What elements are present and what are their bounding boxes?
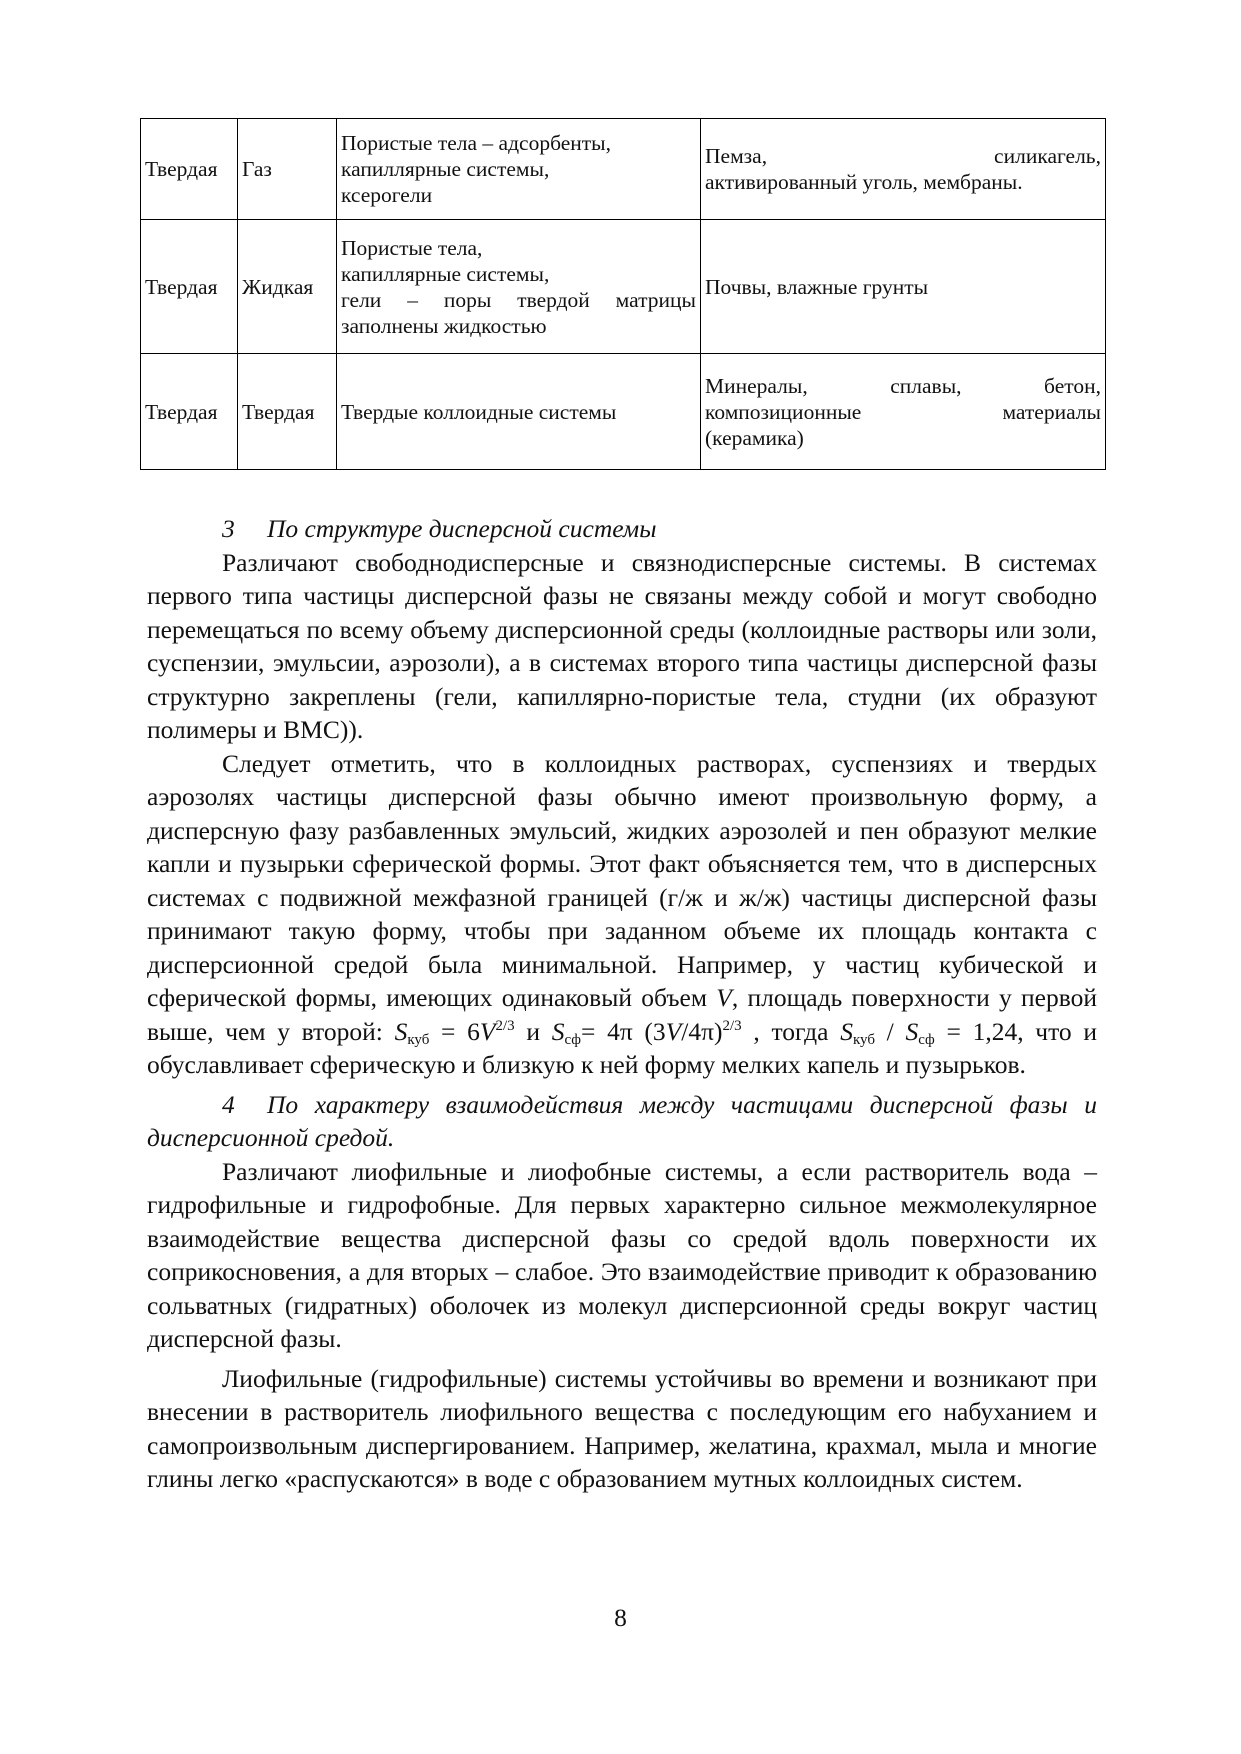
systems-cell: Пористые тела – адсорбенты, капиллярные системы, ксерогели: [337, 119, 701, 220]
page-number: 8: [614, 1603, 627, 1632]
main-text: [147, 512, 1097, 1496]
table-row: [141, 354, 1106, 470]
disperse-systems-table: [140, 118, 1106, 470]
table-row: [141, 220, 1106, 354]
medium-cell: Газ: [238, 119, 337, 220]
phase-cell: Твердая: [141, 354, 238, 470]
medium-cell: Твердая: [238, 354, 337, 470]
phase-cell: Твердая: [141, 220, 238, 354]
systems-cell: Твердые коллоидные системы: [337, 354, 701, 470]
phase-cell: Твердая: [141, 119, 238, 220]
paragraph: Различают свободнодисперсные и связнодисперсные системы. В системах первого типа частицы дисперсной фазы не связаны между собой и могут свободно перемещаться по всему объему дисперсионной среды (коллоидные растворы или золи, суспензии, эмульсии, аэрозоли), а в системах второго типа частицы дисперсной фазы структурно закреплены (гели, капиллярно-пористые тела, студни (их образуют полимеры и ВМС)).: [147, 547, 1097, 744]
medium-cell: Жидкая: [238, 220, 337, 354]
paragraph: Различают лиофильные и лиофобные системы, а если растворитель вода – гидрофильные и гидрофобные. Для первых характерно сильное межмолекулярное взаимодействие вещества дисперсной фазы со средой вдоль поверхности их соприкосновения, а для вторых – слабое. Это взаимодействие приводит к образованию сольватных (гидратных) оболочек из молекул дисперсионной среды вокруг частиц дисперсной фазы.: [147, 1156, 1097, 1353]
examples-cell: Минералы, сплавы, бетон, композиционные материалы (керамика): [701, 354, 1106, 470]
table-row: [141, 119, 1106, 220]
examples-cell: Пемза, силикагель, активированный уголь, мембраны.: [701, 119, 1106, 220]
section-4-heading: 4 По характеру взаимодействия между частицами дисперсной фазы и дисперсионной средой.: [147, 1089, 1097, 1152]
systems-cell: Пористые тела, капиллярные системы, гели – поры твердой матрицы заполнены жидкостью: [337, 220, 701, 354]
paragraph: Лиофильные (гидрофильные) системы устойчивы во времени и возникают при внесении в растворитель лиофильного вещества с последующим его набуханием и самопроизвольным диспергированием. Например, желатина, крахмал, мыла и многие глины легко «распускаются» в воде с образованием мутных коллоидных систем.: [147, 1363, 1097, 1493]
section-3-heading: 3 По структуре дисперсной системы: [222, 514, 657, 543]
examples-cell: Почвы, влажные грунты: [701, 220, 1106, 354]
paragraph: Следует отметить, что в коллоидных растворах, суспензиях и твердых аэрозолях частицы дисперсной фазы обычно имеют произвольную форму, а дисперсную фазу разбавленных эмульсий, жидких аэрозолей и пен образуют мелкие капли и пузырьки сферической формы. Этот факт объясняется тем, что в дисперсных системах с подвижной межфазной границей (г/ж и ж/ж) частицы дисперсной фазы принимают такую форму, чтобы при заданном объеме их площадь контакта с дисперсионной средой была минимальной. Например, у частиц кубической и сферической формы, имеющих одинаковый объем V, площадь поверхности у первой выше, чем у второй: $S_{куб} = 6V^{2/3}$ и $S_{сф}= 4\pi$ $(3V/4\pi)^{2/3}$ , тогда $S_{куб} / S_{сф} = 1,24$, что и обуславливает сферическую и близкую к ней форму мелких капель и пузырьков.: [147, 748, 1098, 1079]
